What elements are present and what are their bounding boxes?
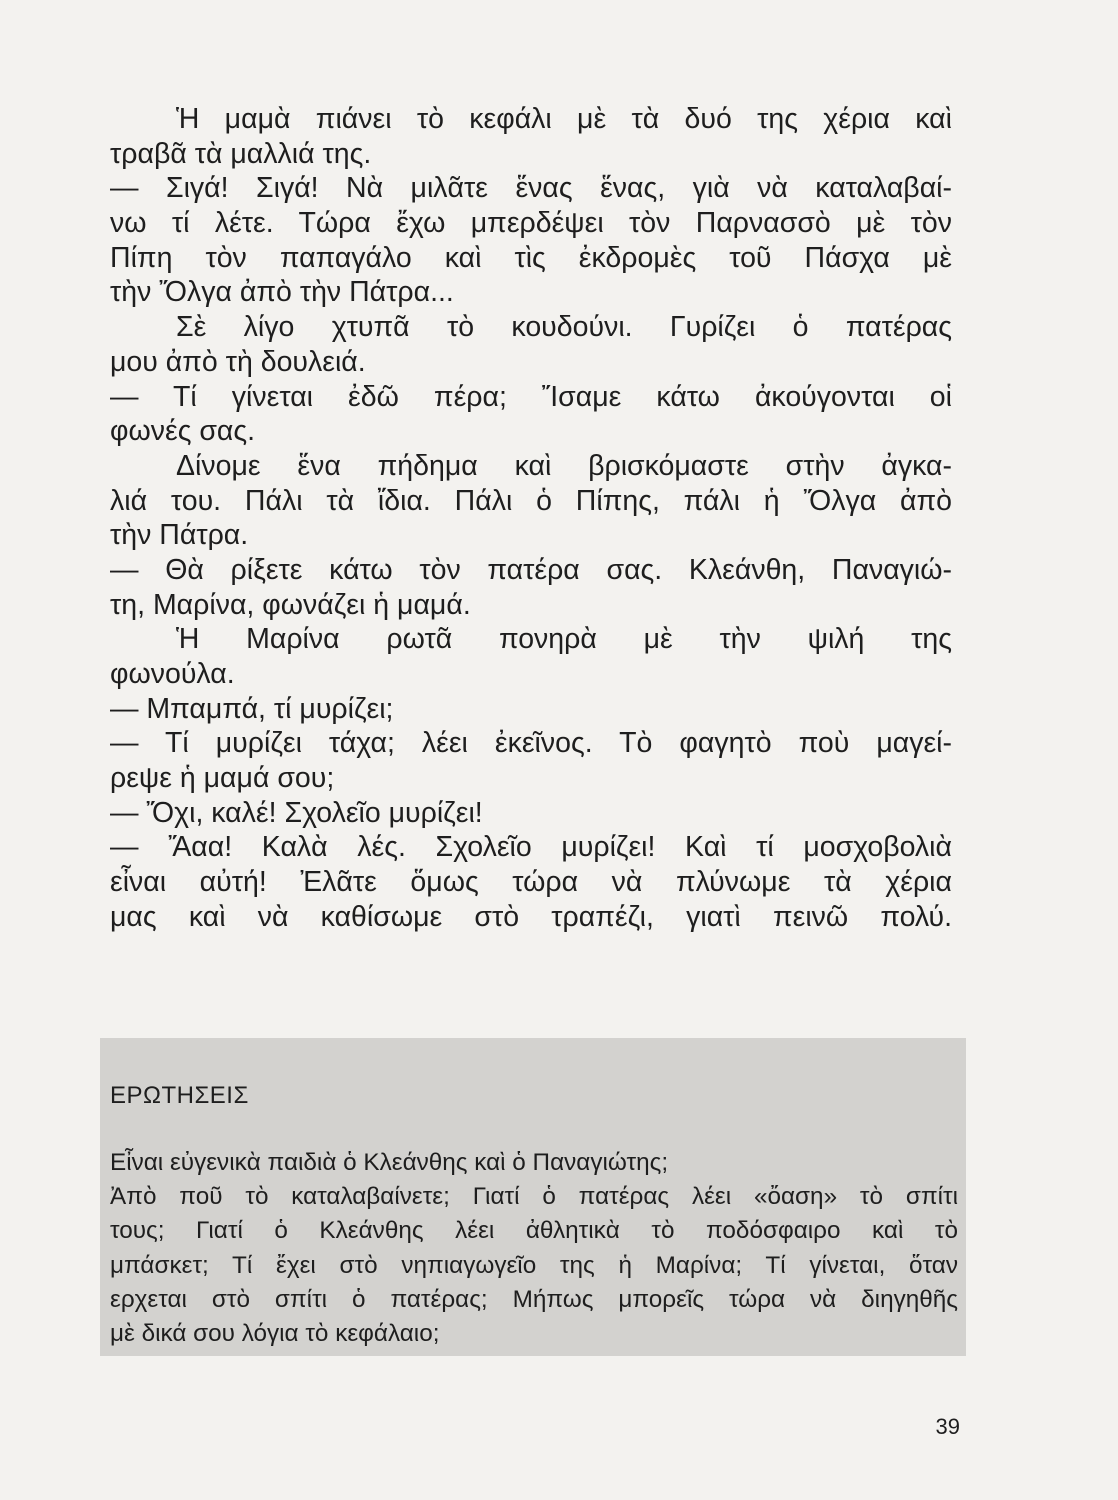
story-line: τὴν Ὄλγα ἀπὸ τὴν Πάτρα... (110, 276, 454, 309)
questions-text (110, 1146, 958, 1351)
story-line: μας καὶ νὰ καθίσωμε στὸ τραπέζι, γιατὶ πεινῶ πολύ. (110, 900, 952, 933)
story-line: Ἡ Μαρίνα ρωτᾶ πονηρὰ μὲ τὴν ψιλή της (176, 623, 952, 656)
story-line: — Τί μυρίζει τάχα; λέει ἐκεῖνος. Τὸ φαγητὸ ποὺ μαγεί- (110, 727, 952, 760)
story-line: νω τί λέτε. Τώρα ἔχω μπερδέψει τὸν Παρνασσὸ μὲ τὸν (110, 207, 952, 240)
story-line: εἶναι αὐτή! Ἐλᾶτε ὅμως τώρα νὰ πλύνωμε τὰ χέρια (110, 866, 952, 899)
story-line: Ἡ μαμὰ πιάνει τὸ κεφάλι μὲ τὰ δυό της χέρια καὶ (176, 103, 952, 135)
story-line: μου ἀπὸ τὴ δουλειά. (110, 345, 366, 378)
question-line: Ἀπὸ ποῦ τὸ καταλαβαίνετε; Γιατί ὁ πατέρας λέει «ὄαση» τὸ σπίτι (110, 1183, 958, 1211)
story-line: Σὲ λίγο χτυπᾶ τὸ κουδούνι. Γυρίζει ὁ πατέρας (176, 311, 952, 344)
question-line: Εἶναι εὐγενικὰ παιδιὰ ὁ Κλεάνθης καὶ ὁ Παναγιώτης; (110, 1149, 669, 1176)
question-line: ερχεται στὸ σπίτι ὁ πατέρας; Μήπως μπορεῖς τώρα νὰ διηγηθῆς (110, 1285, 958, 1313)
story-line: Πίπη τὸν παπαγάλο καὶ τὶς ἐκδρομὲς τοῦ Πάσχα μὲ (110, 241, 952, 274)
story-text (110, 102, 952, 935)
question-line: τους; Γιατί ὁ Κλεάνθης λέει ἀθλητικὰ τὸ ποδόσφαιρο καὶ τὸ (110, 1217, 958, 1245)
story-line: — Θὰ ρίξετε κάτω τὸν πατέρα σας. Κλεάνθη, Παναγιώ- (110, 553, 952, 586)
story-line: ρεψε ἡ μαμά σου; (110, 762, 335, 795)
question-line: μὲ δικά σου λόγια τὸ κεφάλαιο; (110, 1319, 440, 1347)
story-line: τραβᾶ τὰ μαλλιά της. (110, 137, 372, 170)
page-number: 39 (935, 1414, 960, 1439)
questions-heading: ΕΡΩΤΗΣΕΙΣ (110, 1082, 249, 1109)
story-line: τη, Μαρίνα, φωνάζει ἡ μαμά. (110, 588, 471, 621)
story-line: φωνές σας. (110, 415, 256, 448)
story-line: — Ἄαα! Καλὰ λές. Σχολεῖο μυρίζει! Καὶ τί μοσχοβολιὰ (110, 831, 952, 864)
story-line: Δίνομε ἕνα πήδημα καὶ βρισκόμαστε στὴν ἀγκα- (176, 449, 952, 482)
story-line: — Τί γίνεται ἐδῶ πέρα; Ἴσαμε κάτω ἀκούγονται οἱ (110, 380, 952, 413)
story-line: φωνούλα. (110, 658, 235, 690)
story-line: λιά του. Πάλι τὰ ἴδια. Πάλι ὁ Πίπης, πάλι ἡ Ὄλγα ἀπὸ (110, 484, 952, 517)
story-line: τὴν Πάτρα. (110, 519, 249, 552)
story-line: — Ὄχι, καλέ! Σχολεῖο μυρίζει! (110, 796, 483, 829)
story-line: — Σιγά! Σιγά! Νὰ μιλᾶτε ἕνας ἕνας, γιὰ νὰ καταλαβαί- (110, 172, 952, 205)
question-line: μπάσκετ; Τί ἔχει στὸ νηπιαγωγεῖο της ἡ Μαρίνα; Τί γίνεται, ὅταν (110, 1251, 958, 1279)
story-line: — Μπαμπά, τί μυρίζει; (110, 692, 394, 725)
